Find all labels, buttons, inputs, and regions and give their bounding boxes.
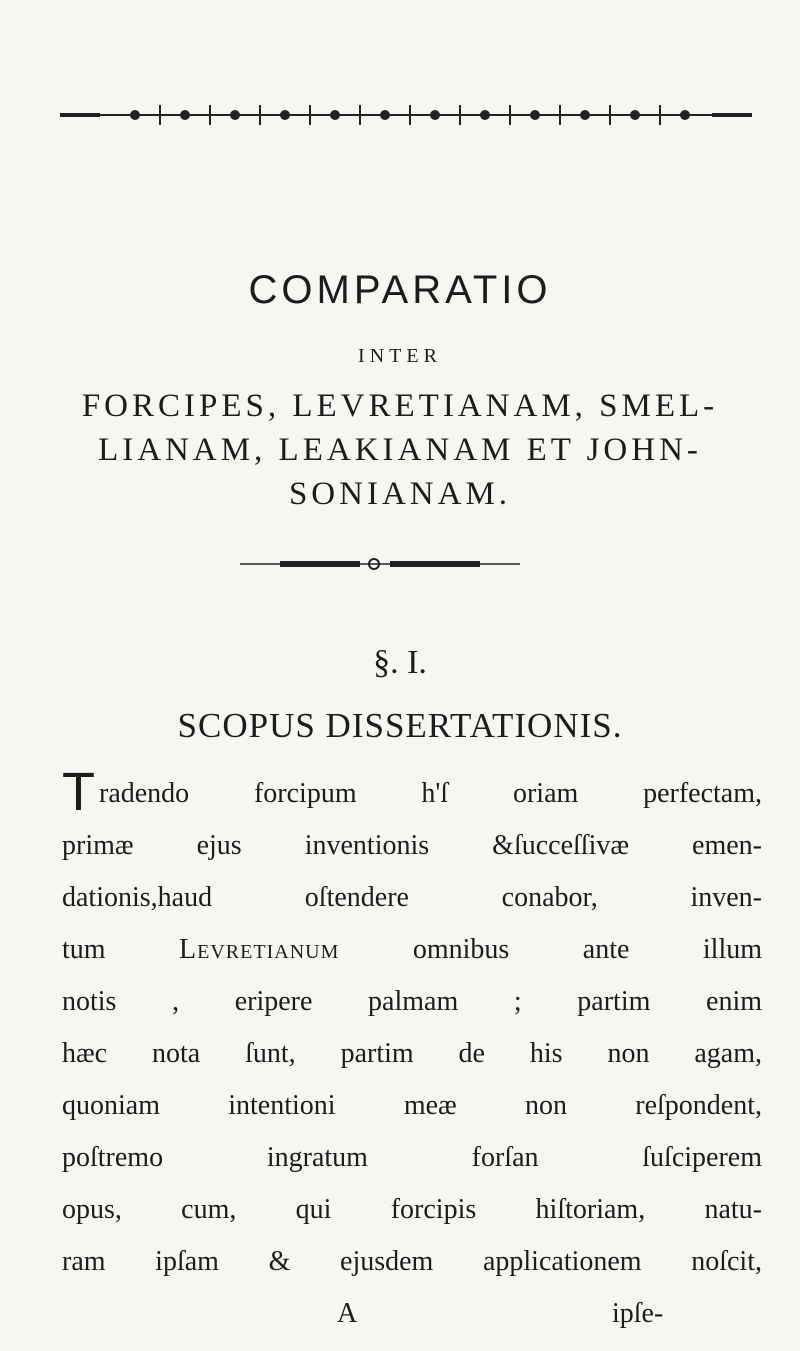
signature-mark: A xyxy=(337,1298,358,1329)
body-line-9: opus, cum, qui forcipis hiſtoriam, natu- xyxy=(62,1194,762,1225)
subtitle-line-1: FORCIPES, LEVRETIANAM, SMEL- xyxy=(81,388,719,424)
body-line-7: quoniam intentioni meæ non reſpondent, xyxy=(62,1090,762,1121)
page-title: COMPARATIO xyxy=(248,268,552,312)
title-inter: INTER xyxy=(358,345,442,367)
body-line-5: notis , eripere palmam ; partim enim xyxy=(62,986,762,1017)
catchword: ipſe- xyxy=(612,1298,664,1329)
ornamental-headpiece-rule xyxy=(60,103,752,127)
subtitle-line-2: LIANAM, LEAKIANAM ET JOHN- xyxy=(98,432,702,468)
body-line-1 xyxy=(62,762,762,822)
drop-cap: T xyxy=(62,762,95,822)
body-paragraph xyxy=(62,762,762,1340)
body-line-4-prefix: tum xyxy=(62,934,180,965)
section-number: §. I. xyxy=(373,644,427,681)
ornamental-divider xyxy=(240,556,520,572)
body-line-4 xyxy=(62,924,762,976)
body-line-3: dationis,haud oſtendere conabor, inven- xyxy=(62,882,762,913)
section-title: SCOPUS DISSERTATIONIS. xyxy=(177,706,623,745)
subtitle-line-3: SONIANAM. xyxy=(288,476,512,512)
body-line-8: poſtremo ingratum forſan ſuſciperem xyxy=(62,1142,762,1173)
levretianum-small-caps: Levretianum xyxy=(179,934,340,965)
body-line-6: hæc nota ſunt, partim de his non agam, xyxy=(62,1038,762,1069)
body-line-1-text: radendo forcipum h'ſ oriam perfectam, xyxy=(99,778,762,809)
body-line-2: primæ ejus inventionis &ſucceſſivæ emen- xyxy=(62,830,762,861)
page-footer-line xyxy=(62,1288,762,1340)
body-line-4-suffix: omnibus ante illum xyxy=(339,934,762,965)
body-line-10: ram ipſam & ejusdem applicationem noſcit, xyxy=(62,1246,762,1277)
